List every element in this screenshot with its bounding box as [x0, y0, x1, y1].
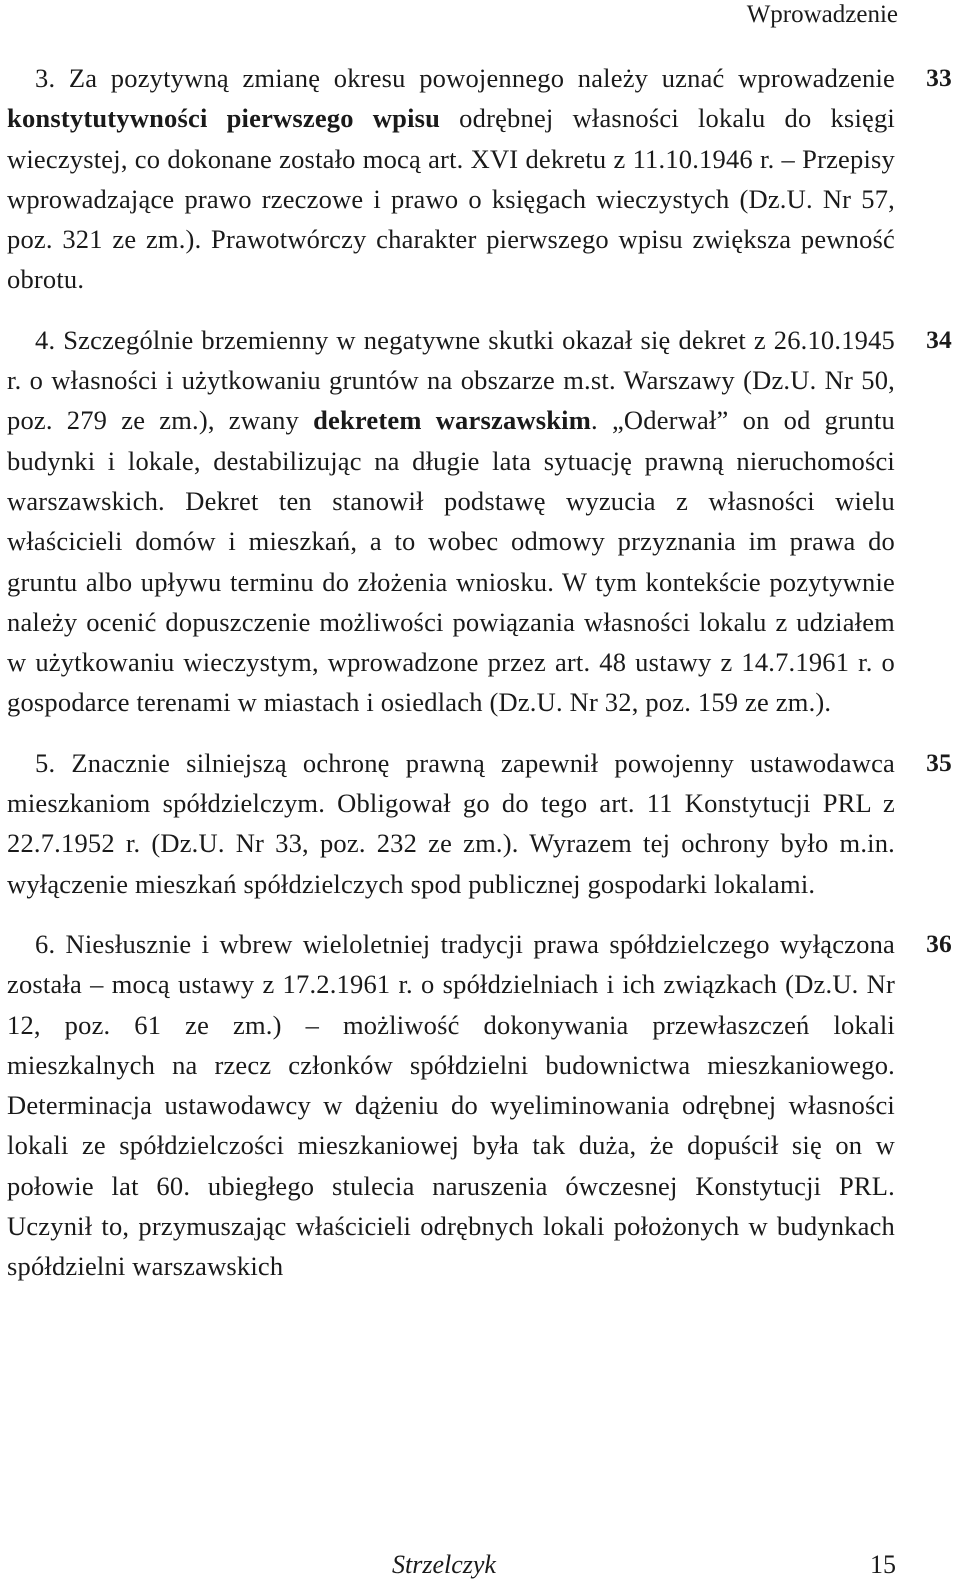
text-run: 6. Niesłusznie i wbrew wieloletniej tradycji prawa spółdzielczego wyłączona została – mocą ustawy z 17.2.1961 r. o spółdzielniach i ich związkach (Dz.U. Nr 12, poz. 61 ze zm.) – możliwość dokonywania przewłaszczeń lokali mieszkalnych na rzecz członków spółdzielni budownictwa mieszkaniowego. Determinacja ustawodawcy w dążeniu do wyeliminowania odrębnej własności lokali ze spółdzielczości mieszkaniowej była tak duża, że dopuścił się on w połowie lat 60. ubiegłego stulecia naruszenia ówczesnej Konstytucji PRL. Uczynił to, przymuszając właścicieli odrębnych lokali położonych w budynkach spółdzielni warszawskich [7, 928, 895, 1282]
bold-term: dekretem warszawskim [313, 405, 592, 436]
page-footer [0, 1550, 960, 1586]
text-run: . „Oderwał” on od gruntu budynki i lokale, destabilizując na długie lata sytuację prawną nieruchomości warszawskich. Dekret ten stanowił podstawę wyzucia z własności wielu właścicieli domów i mieszkań, a to wobec odmowy przyznania im prawa do gruntu albo upływu terminu do złożenia wniosku. W tym kontekście pozytywnie należy ocenić dopuszczenie możliwości powiązania własności lokalu z udziałem w użytkowaniu wieczystym, wprowadzone przez art. 48 ustawy z 14.7.1961 r. o gospodarce terenami w miastach i osiedlach (Dz.U. Nr 32, poz. 159 ze zm.). [7, 405, 896, 718]
paragraph-text [7, 320, 895, 723]
page-number: 15 [870, 1550, 896, 1579]
text-run: 4. Szczególnie brzemienny w negatywne skutki okazał się dekret z 26.10.1945 r. o własności i użytkowaniu gruntów na obszarze m.st. Warszawy (Dz.U. Nr 50, poz. 279 ze zm.), zwany [7, 324, 895, 436]
text-run: odrębnej własności lokalu do księgi wieczystej, co dokonane zostało mocą art. XVI dekretu z 11.10.1946 r. – Przepisy wprowadzające prawo rzeczowe i prawo o księgach wieczystych (Dz.U. Nr 57, poz. 321 ze zm.). Prawotwórczy charakter pierwszego wpisu zwiększa pewność obrotu. [7, 103, 895, 295]
paragraph-text [7, 58, 895, 300]
margin-number: 36 [926, 928, 952, 958]
paragraph-35 [7, 743, 952, 904]
paragraph-text [7, 743, 895, 904]
main-text [7, 58, 952, 1287]
bold-term: konstytutywności pierwszego wpisu [7, 103, 441, 134]
paragraph-36 [7, 924, 952, 1287]
running-header: Wprowadzenie [746, 1, 898, 28]
text-run: 5. Znacznie silniejszą ochronę prawną zapewnił powojenny ustawodawca mieszkaniom spółdzielczym. Obligował go do tego art. 11 Konstytucji PRL z 22.7.1952 r. (Dz.U. Nr 33, poz. 232 ze zm.). Wyrazem tej ochrony było m.in. wyłączenie mieszkań spółdzielczych spod publicznej gospodarki lokalami. [7, 747, 895, 899]
margin-number: 34 [926, 324, 952, 354]
footer-author: Strzelczyk [392, 1550, 496, 1579]
margin-number: 35 [926, 747, 952, 777]
paragraph-34 [7, 320, 952, 723]
text-run: 3. Za pozytywną zmianę okresu powojennego należy uznać wprowadzenie [35, 63, 895, 93]
paragraph-text [7, 924, 895, 1287]
paragraph-33 [7, 58, 952, 300]
margin-number: 33 [926, 63, 952, 92]
